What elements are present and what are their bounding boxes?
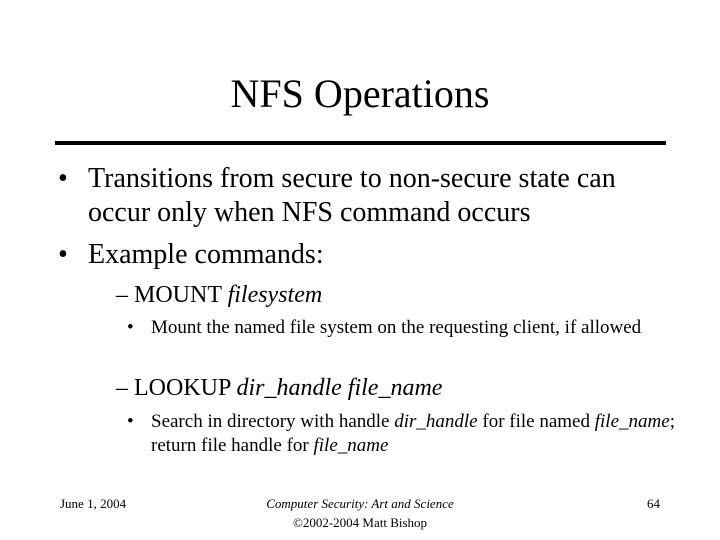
description-part: Search in directory with handle (151, 411, 395, 432)
bullet-marker: • (127, 411, 134, 432)
command-name: MOUNT (134, 282, 222, 308)
command-args: filesystem (227, 282, 323, 308)
description-part: for file named (477, 411, 595, 432)
bullet-example-commands (58, 238, 678, 272)
title-divider (55, 141, 666, 145)
description-text (151, 410, 687, 458)
bullet-text: Transitions from secure to non-secure state can occur only when NFS command occurs (88, 163, 616, 228)
dash-marker: – (116, 375, 128, 401)
description-text (151, 316, 687, 340)
command-lookup (116, 374, 442, 402)
dash-marker: – (116, 282, 128, 308)
command-mount (116, 281, 322, 309)
command-name: LOOKUP (134, 375, 231, 401)
footer-page-number: 64 (647, 496, 660, 511)
bullet-marker: • (58, 239, 68, 270)
description-italic: dir_handle (394, 411, 478, 432)
footer-course: Computer Security: Art and Science (266, 496, 454, 511)
description-part: Mount the named file system on the requesting client, if allowed (151, 317, 642, 338)
command-args: dir_handle file_name (236, 375, 443, 401)
description-italic: file_name (594, 411, 670, 432)
description-italic: file_name (313, 435, 389, 456)
command-mount-description (127, 316, 687, 340)
bullet-marker: • (58, 163, 68, 194)
description-part: ; return file handle for (151, 411, 675, 456)
command-lookup-description (127, 410, 687, 458)
footer-credits (210, 494, 510, 532)
footer-copyright: ©2002-2004 Matt Bishop (292, 515, 428, 530)
bullet-marker: • (127, 317, 134, 338)
footer-date: June 1, 2004 (60, 496, 127, 511)
bullet-transitions (58, 162, 678, 230)
slide-title: NFS Operations (230, 71, 490, 116)
bullet-text: Example commands: (88, 239, 324, 270)
